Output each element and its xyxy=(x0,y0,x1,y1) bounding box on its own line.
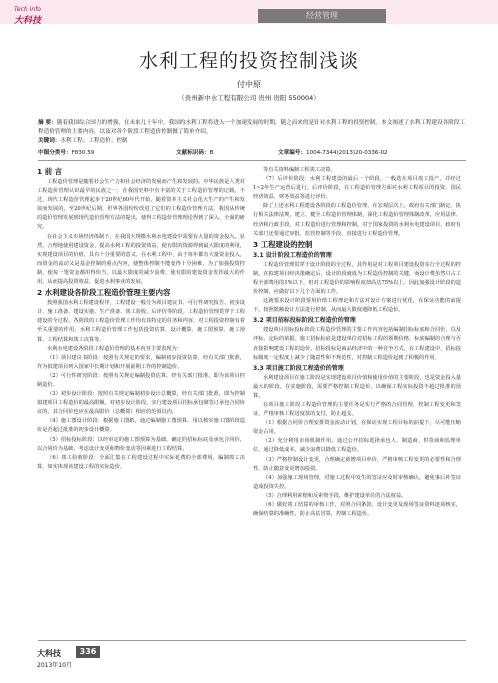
footer-rule xyxy=(38,640,466,641)
logo-large-text: 大科技 xyxy=(14,16,42,26)
body-paragraph: 水利水电建设各阶段工程造价管理的基本内容主要表现为： xyxy=(47,345,182,352)
body-paragraph: 按照我国水利工程建设程序，工程建设一般分为项目建议书、可行性研究报告、初步设计、施工准备、建设实施、生产准备、竣工验收、后评价等阶段。工程造价管理贯穿于工程建设的全过程，各阶段的工程造价管理工作均有其特定的任务和内容，对工程投资控制有着至关重要的作用。水利工程造价管理工作包括投资估算、设计概算、施工图预算、施工预算、工程结算和竣工决算等。 xyxy=(37,300,245,343)
abstract-text: 随着我国综合国力的增强，在未来几十年中，我国的水利工程将进入一个加速发展的时期，随之而来的是针对水利工程的投资控制。本文阐述了水利工程建设各阶段工程造价管理的主要内容，以及对各个阶段工程造价控制做了简单介绍。 xyxy=(38,120,466,135)
clc-label: 中图分类号： xyxy=(38,150,72,156)
section-label: 经营管理 xyxy=(306,11,338,20)
body-paragraph: （2）可行性研究阶段：按照有关规定编制投资估算，经有关部门批准，即为该项目控制造价。 xyxy=(37,372,245,388)
body-paragraph: （3）严格控制设计变更，合理确定新增项目单价，严格审核工程变更的必要性和合理性，防止随意变更增加投资。 xyxy=(253,456,461,472)
section-heading: 2 水利建设各阶段工程造价管理主要内容 xyxy=(37,288,171,298)
abstract-label: 摘 要： xyxy=(38,120,57,126)
doc-code-value: B xyxy=(209,150,214,156)
body-paragraph: （2）充分利用市场机制作用，通过公开招标选择承包人、制造商、供货商和监理单位，通过降低成本，减少浪费以降低工程造价。 xyxy=(253,438,461,454)
body-paragraph: 在社会主义市场经济体制下，在我国大规模水利水电建设中需要有大量的资金投入。显然，合理地使用建设资金，提高水利工程的投资效益，使有限的资源得到最大限度的利用，实现建设项目的价值，具有十分重要的意义。在水利工程中，由于每年都有大量资金投入，而资金的流动又是基金控制的重点内容，使整体控制不能变得十分困难。为了加强投资控制，使每一笔资金都用得恰当，以最大限度的减少浪费，使有限的建设资金发挥最大的作用，从而提高投资效益，促进水利事业的发展。 xyxy=(37,233,245,286)
body-paragraph: 水利建设项目在施工阶段是实现建设项目价值和使用价值的主要阶段，也是资金投入量最大的阶段。在实施阶段，需要严格控制工程造价，以确保工程实际投资不超过批准的预算。 xyxy=(253,374,461,399)
body-paragraph: （7）后评价阶段：水利工程建设的最后一个阶段，一般选在项目竣工投产、并经过1~2年生产运营后进行。后评价阶段，在工程造价管理方面对水利工程项目的投资、国民经济效益、财务效益等进行评价。 xyxy=(253,176,461,201)
section-banner xyxy=(258,9,386,23)
section-heading: 3 工程建设的控制 xyxy=(253,239,313,249)
section-heading: 3.1 设计阶段工程造价的管理 xyxy=(253,251,332,259)
body-paragraph: （4）加强施工现场管理，对施工过程中发生的签证应及时审核确认，避免事后补签证造成投资失控。 xyxy=(253,474,461,490)
body-paragraph: 这就要求设计阶段要用价值工程理论和方法对设计方案进行优化，在保证功能的前提下，按照限额设计方法进行控制，从而最大限度地降低工程造价。 xyxy=(253,298,461,314)
body-paragraph: （3）初步设计阶段：按照有关规定编制初步设计总概算，经有关部门批准，即为控制拟建项目工程造价的最高限额。对初步设计阶段，实行建设项目招标承包制签订承包合同协议的，其合同价也应在最高限价（总概算）相应的范围以内。 xyxy=(37,391,245,416)
body-paragraph: 等有关资料编制工程竣工决算。 xyxy=(263,167,336,173)
body-column-left xyxy=(37,166,245,604)
body-paragraph: （5）招标投标阶段：以经审定的施工图预算为基础，确定的招标标底及承包合同价，以合同价为基础，考虑设计变更和物价变动等因素进行工程结算。 xyxy=(37,436,245,452)
body-paragraph: （5）合理利用索赔和反索赔手段，维护建设单位的合法权益。 xyxy=(263,492,407,499)
article-no-label: 文章编号： xyxy=(278,150,306,156)
issue-date: 2013年10月 xyxy=(37,662,72,669)
body-paragraph: 除了上述水利工程建设各阶段的工程造价管理，在宏观层次上，政府有关部门制定、执行相关法律法规，建立、健全工程造价管理体制，深化工程造价管理体制改革，应用法律、经济和行政手段，对工程造价进行管理和控制。对于国家投资的水利水电建设项目，政府有关部门还要通过审批、监管控制等手段，直接进行工程造价管理。 xyxy=(253,203,461,237)
body-paragraph: 工程造价管理贯穿于设计阶段的全过程，其作用是对工程项目建设投资实行全过程的控制。在拟建项目经决策确定后，设计阶段就成为工程造价控制的关键，而设计费虽然只占工程全部费用的1%以下，但对工程造价的影响程度却高达75%以上。因此加强设计阶段的造价控制，应做好以下几个方面的工作。 xyxy=(253,261,461,296)
article-title: 水利工程的投资控制浅谈 xyxy=(138,50,359,72)
article-affiliation: （贵州新中水工程有限公司 贵州 贵阳 550004） xyxy=(178,94,320,102)
keywords-label: 关键词： xyxy=(38,138,61,144)
page-number: 336 xyxy=(76,646,100,658)
body-paragraph: （1）项目建议书阶段：按照有关规定的要求，编制初步投资估算，经有关部门批准，作为拟建项目列入国家中长期计划和开展前期工作的控制造价。 xyxy=(37,354,245,370)
body-paragraph: （4）施工图设计阶段：根据施工图纸，通过编制施工图预算，用以核实施工图阶段造价是否超过批准的初步设计概算。 xyxy=(37,418,245,434)
header-rule xyxy=(38,160,466,161)
keywords-text: 水利工程；工程造价；控制 xyxy=(60,138,128,144)
body-paragraph: 建设项目招标投标阶段工程造价管理的主要工作内容包括编制招标标底和合同价，以及评标、定标的依据。施工招标标底是建设单位对招标工程的预期价格，标底编制的合理与否直接影响建设工程的造价。招标投标是商品经济中的一种竞争方式，在工程建设中，招标投标制度一定程度上减少了随意性和不规范性，对控制工程造价起到了积极的作用。 xyxy=(253,327,461,361)
clc-value: F830.59 xyxy=(71,150,95,156)
article-no-value: 1004-7344(2013)20-0336-02 xyxy=(305,150,388,156)
logo-small-text: Tech Info xyxy=(14,6,41,13)
header-band xyxy=(0,0,498,24)
section-heading: 3.2 项目招标投标阶段工程造价的管理 xyxy=(253,317,356,325)
magazine-logo xyxy=(14,6,74,24)
body-column-right xyxy=(253,166,461,604)
section-heading: 1 前 言 xyxy=(37,167,63,176)
body-paragraph: 工程造价管理是随着社会生产力和社会经济的发展而产生和发展的。中华民族是人类对工程造价管理认识最早的民族之一，在我国史料中有丰富的关于工程造价管理的记载。不过，现代工程造价管理起步于20世纪60年代开始，随着资本主义社会化大生产的产生和发展而发展的，至20世纪后期，世界各国纷纷改进了它们的工程造价管理方法。我国从传统的造价管理发展到现代造价管理方法的提出，使得工程造价管理理论得到了深入、全面的研究。 xyxy=(37,179,245,231)
abstract xyxy=(38,119,468,136)
body-paragraph: （6）竣工验收阶段：全面汇集在工程建设过程中实际花费的全部费用，编制竣工决算，如实体现该建设工程的实际造价。 xyxy=(37,454,245,470)
article-author: 付中原 xyxy=(237,80,261,89)
doc-code-label: 文献标识码： xyxy=(176,150,210,156)
body-paragraph: 在项目施工阶段工程造价管理的主要任务是实行严格的合同管理，控制工程变更和签证，严格审核工程进度款的支付，防止超支。 xyxy=(253,401,461,418)
body-paragraph: （6）做好竣工结算的审核工作，对照合同条款、设计变更及现场签证资料逐项核实，确保结算的准确性，防止高估冒算，控制工程造价。 xyxy=(253,502,461,518)
body-paragraph: （1）根据合同价合理安排资金流动计划，在保证实现工程目标的前提下，尽可能压缩资金占用。 xyxy=(253,420,461,436)
keywords xyxy=(38,137,468,146)
section-heading: 3.3 项目施工阶段工程造价的管理 xyxy=(253,364,344,372)
footer-magazine-name: 大科技 xyxy=(37,649,61,658)
